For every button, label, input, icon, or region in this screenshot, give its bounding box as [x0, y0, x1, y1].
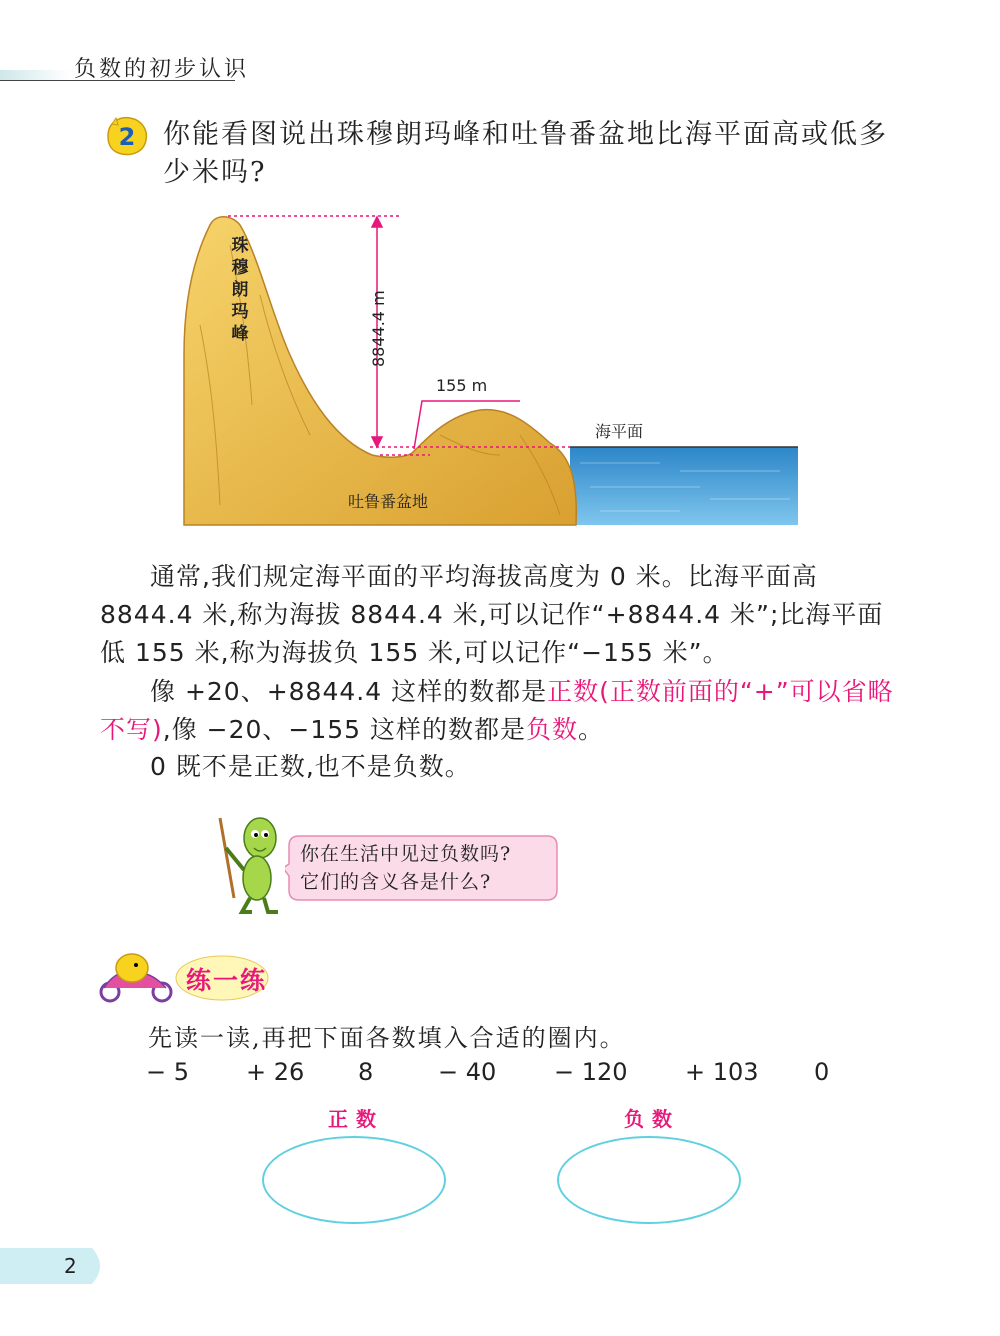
- practice-title: 练一练: [186, 966, 268, 995]
- page-number-tab: [0, 1246, 112, 1286]
- number-item: 0: [814, 1058, 830, 1086]
- page-header: [0, 0, 1000, 90]
- elevation-figure: [140, 205, 820, 535]
- sea: [570, 447, 798, 525]
- question-number-badge: [102, 114, 150, 158]
- practice-instruction: 先读一读,再把下面各数填入合适的圈内。: [148, 1024, 626, 1052]
- svg-text:峰: 峰: [231, 324, 249, 344]
- svg-text:玛: 玛: [231, 302, 249, 322]
- positive-label: 正数: [328, 1107, 384, 1131]
- basin-label: 吐鲁番盆地: [348, 492, 429, 511]
- mountain-label: [232, 235, 249, 344]
- bubble-text: [300, 840, 511, 896]
- number-item: + 103: [685, 1058, 759, 1086]
- svg-text:朗: 朗: [231, 280, 249, 300]
- height-label: 8844.4 m: [369, 290, 388, 367]
- number-item: 8: [358, 1058, 374, 1086]
- negative-circle[interactable]: [557, 1136, 741, 1224]
- paragraph-definitions: [100, 673, 900, 749]
- bubble-line-1: 你在生活中见过负数吗?: [300, 843, 512, 865]
- header-rule: [0, 80, 235, 81]
- question-number: 2: [118, 123, 136, 151]
- number-item: − 40: [438, 1058, 497, 1086]
- paragraph-zero: [100, 748, 900, 786]
- positive-number-term: 正数(正数前面的“+”可以省略不写): [100, 677, 894, 744]
- paragraph-sea-level: [100, 558, 900, 672]
- number-item: − 5: [146, 1058, 190, 1086]
- chapter-title: 负数的初步认识: [74, 57, 250, 82]
- definition-text-2: ,像 −20、−155 这样的数都是: [162, 715, 527, 744]
- bubble-line-2: 它们的含义各是什么?: [300, 871, 492, 893]
- number-item: − 120: [554, 1058, 628, 1086]
- svg-text:穆: 穆: [231, 258, 249, 278]
- definition-text: 像 +20、+8844.4 这样的数都是: [150, 677, 548, 706]
- svg-text:珠: 珠: [231, 236, 249, 256]
- negative-label: 负数: [624, 1107, 680, 1131]
- sea-level-label: 海平面: [595, 422, 644, 441]
- depth-label: 155 m: [436, 376, 488, 395]
- header-shade: [0, 70, 70, 80]
- positive-circle[interactable]: [262, 1136, 446, 1224]
- definition-end: 。: [578, 715, 605, 744]
- number-item: + 26: [246, 1058, 305, 1086]
- page-number: 2: [64, 1254, 77, 1278]
- zero-text: 0 既不是正数,也不是负数。: [150, 752, 471, 781]
- paragraph-text: 通常,我们规定海平面的平均海拔高度为 0 米。比海平面高 8844.4 米,称为海拔 8844.4 米,可以记作“+8844.4 米”;比海平面低 155 米,称为海拔负 155 米,可以记作“−155 米”。: [100, 562, 884, 667]
- question-text: 你能看图说出珠穆朗玛峰和吐鲁番盆地比海平面高或低多少米吗?: [163, 119, 888, 188]
- negative-number-term: 负数: [526, 715, 579, 744]
